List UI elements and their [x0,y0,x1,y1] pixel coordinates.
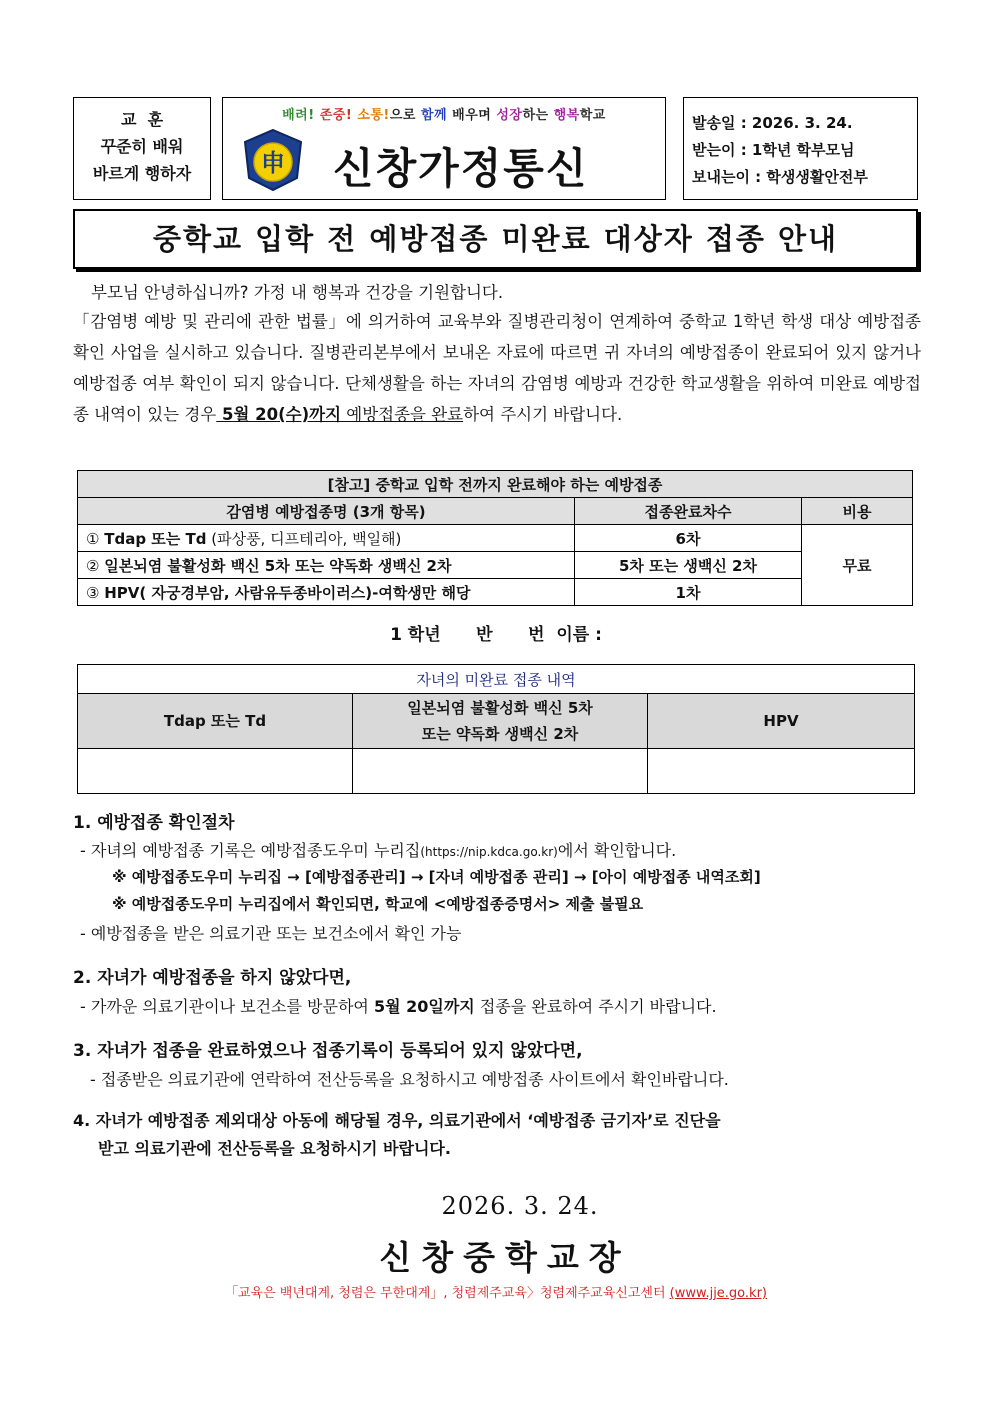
main-title-box [73,209,918,269]
column-header: Tdap 또는 Td [78,694,353,749]
school-slogan [223,104,665,123]
footer-text: 「교육은 백년대계, 청렴은 무한대계」, 청렴제주교육〉청렴제주교육신고센터 [225,1286,670,1301]
vaccine-note: (파상풍, 디프테리아, 백일해) [206,529,402,548]
section-4-line-2: 받고 의료기관에 전산등록을 요청하시기 바랍니다. [98,1139,451,1158]
text: 접종을 완료하여 주시기 바랍니다. [474,997,717,1016]
vaccine-name-cell [78,579,575,606]
emblem-char: 申 [261,149,285,177]
principal-signature: 신창중학교장 [379,1238,631,1277]
send-date: 발송일 : 2026. 3. 24. [692,114,853,132]
issue-date: 2026. 3. 24. [441,1192,599,1220]
child-record-table [77,664,915,794]
slogan-part: 존중! [314,108,353,123]
section-1-title: 1. 예방접종 확인절차 [73,813,235,833]
table-caption: 자녀의 미완료 접종 내역 [78,665,915,694]
cost-cell: 무료 [802,525,913,606]
sender: 보내는이 : 학생생활안전부 [692,168,868,186]
section-2-title: 2. 자녀가 예방접종을 하지 않았다면, [73,968,352,988]
section-4-title: 4. 자녀가 예방접종 제외대상 아동에 해당될 경우, 의료기관에서 ‘예방접종 금기자’로 진단을 [73,1111,721,1130]
slogan-part: 행복 [553,108,580,123]
footer-link[interactable]: (www.jje.go.kr) [669,1286,767,1301]
send-info-box [683,97,918,200]
intro-closing-text: 하여 주시기 바랍니다. [463,405,623,424]
section-1-line-1 [80,838,676,861]
intro-paragraph [73,306,921,430]
tdap-record-cell[interactable] [78,749,353,794]
section-3-line-1: - 접종받은 의료기관에 연락하여 전산등록을 요청하시고 예방접종 사이트에서 확인바랍니다. [90,1070,729,1089]
newsletter-title: 신창가정통신 [333,144,589,193]
section-1-line-3: ※ 예방접종도우미 누리집에서 확인되면, 학교에 <예방접종증명서> 제출 불필요 [112,895,644,913]
section-2-line-1 [80,994,717,1017]
slogan-part: 소통! [352,108,390,123]
vaccine-name: HPV( 자궁경부암, 사람유두종바이러스)-여학생만 해당 [104,583,471,602]
deadline-text: 5월 20(수)까지 [216,405,342,424]
deadline-text: 5월 20일까지 [373,997,475,1016]
student-info-line: 1 학년 반 번 이름 : [390,625,602,645]
section-1-line-2: ※ 예방접종도우미 누리집 → [예방접종관리] → [자녀 예방접종 관리] → [아이 예방접종 내역조회] [112,868,761,886]
school-emblem-icon [241,128,305,192]
table-row [78,552,913,579]
section-1-line-4: - 예방접종을 받은 의료기관 또는 보건소에서 확인 가능 [80,924,462,943]
doses-cell: 1차 [575,579,802,606]
text: - 가까운 의료기관이나 보건소를 방문하여 [80,997,374,1016]
row-number: ① [86,529,100,548]
vaccine-name: Tdap 또는 Td [104,529,207,548]
column-header: 감염병 예방접종명 (3개 항목) [78,498,575,525]
column-header [353,694,648,749]
column-header: 비용 [802,498,913,525]
vaccine-name: 일본뇌염 불활성화 백신 5차 또는 약독화 생백신 2차 [104,556,452,575]
je-record-cell[interactable] [353,749,648,794]
motto-title: 교 훈 [120,110,164,129]
vaccine-name-cell [78,552,575,579]
newsletter-banner [222,97,666,200]
table-row [78,749,915,794]
intro-text: 「감염병 예방 및 관리에 관한 법률」에 의거하여 교육부와 질병관리청이 연계하여 중학교 1학년 학생 대상 예방접종 확인 사업을 실시하고 있습니다. 질병관리본부에서 보내온 자료에 따르면 귀 자녀의 예방접종이 완료되어 있지 않거나 예방접종 여부 확인이 되지 않습니다. 단체생활을 하는 자녀의 감염병 예방과 건강한 학교생활을 위하여 미완료 예방접종 내역이 있는 경우 [73,312,922,424]
column-header: HPV [648,694,915,749]
doses-cell: 6차 [575,525,802,552]
motto-line-1: 꾸준히 배워 [100,137,184,156]
integrity-footer [0,1282,992,1301]
nip-url: (https://nip.kdca.go.kr) [420,845,558,859]
table-row [78,579,913,606]
slogan-part: 학교 [579,108,606,123]
slogan-part: 배우며 [447,108,497,123]
column-header: 접종완료차수 [575,498,802,525]
intro-complete-text: 예방접종을 완료 [341,405,464,424]
doses-cell: 5차 또는 생백신 2차 [575,552,802,579]
recipient: 받는이 : 1학년 학부모님 [692,141,855,159]
table-caption: [참고] 중학교 입학 전까지 완료해야 하는 예방접종 [78,471,913,498]
column-header-line: 일본뇌염 불활성화 백신 5차 [407,699,593,717]
slogan-part: 함께 [420,108,448,123]
greeting: 부모님 안녕하십니까? 가정 내 행복과 건강을 기원합니다. [91,283,504,302]
section-3-title: 3. 자녀가 접종을 완료하였으나 접종기록이 등록되어 있지 않았다면, [73,1041,583,1061]
motto-line-2: 바르게 행하자 [92,164,192,183]
school-motto-box [73,97,211,200]
text: 에서 확인합니다. [557,841,677,860]
page-title: 중학교 입학 전 예방접종 미완료 대상자 접종 안내 [153,222,838,256]
row-number: ② [86,556,100,575]
slogan-part: 으로 [389,108,421,123]
slogan-part: 하는 [522,108,554,123]
hpv-record-cell[interactable] [648,749,915,794]
table-row [78,525,913,552]
slogan-part: 배려! [282,108,315,123]
text: - 자녀의 예방접종 기록은 예방접종도우미 누리집 [80,841,421,860]
row-number: ③ [86,583,100,602]
vaccine-name-cell [78,525,575,552]
vaccination-reference-table [77,470,913,606]
slogan-part: 성장 [496,108,523,123]
column-header-line: 또는 약독화 생백신 2차 [421,725,579,743]
